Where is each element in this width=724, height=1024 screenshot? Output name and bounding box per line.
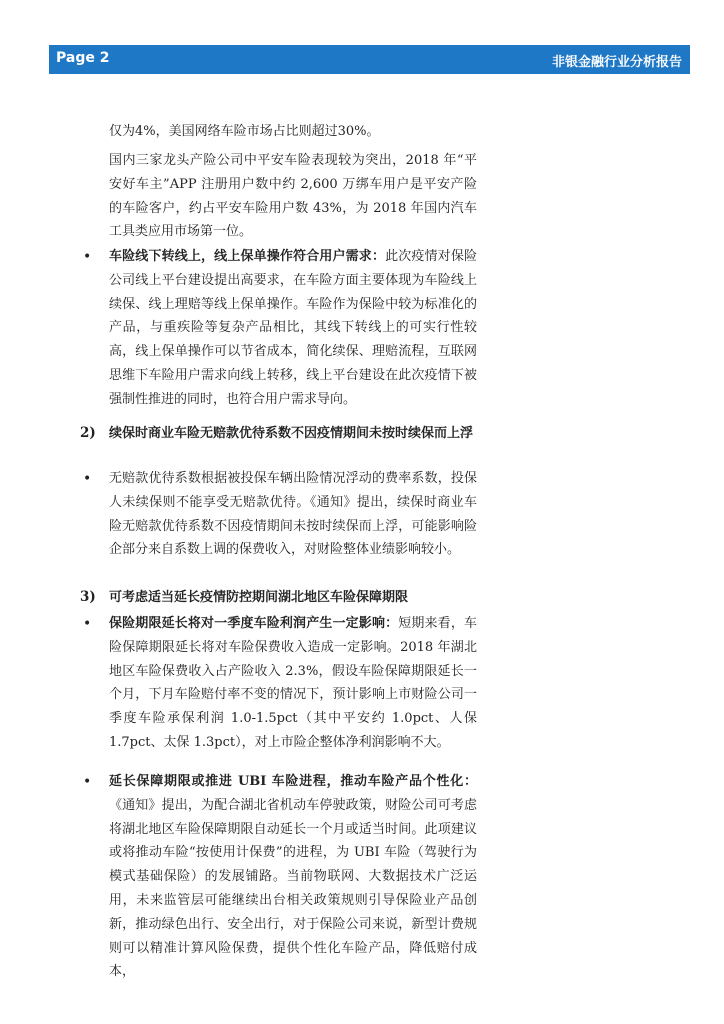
bullet-profit-impact <box>109 612 477 755</box>
bullet-text: 《通知》提出，为配合湖北省机动车停驶政策，财险公司可考虑将湖北地区车险保障期限自动延长一个月或适当时间。此项建议或将推动车险“按使用计保费”的进程，为 UBI 车险（驾驶行为模式基础保险）的发展铺路。当前物联网、大数据技术广泛运用，未来监管层可能继续出台相关政策规则引导保险业产品创新，推动绿色出行、安全出行，对于保险公司来说，新型计费规则可以精准计算风险保费，提供个性化车险产品，降低赔付成本， <box>109 797 477 980</box>
page-header <box>49 45 690 74</box>
bullet-lead: 车险线下转线上，线上保单操作符合用户需求： <box>109 249 386 264</box>
section-number: 2) <box>80 425 96 441</box>
bullet-online-conversion <box>109 245 477 412</box>
bullet-lead: 保险期限延长将对一季度车险利润产生一定影响： <box>109 616 399 631</box>
bullet-lead: 延长保障期限或推进 UBI 车险进程，推动车险产品个性化： <box>109 774 477 789</box>
section-number: 3) <box>80 589 96 605</box>
bullet-ubi <box>109 770 477 984</box>
bullet-text: 短期来看，车险保障期限延长将对车险保费收入造成一定影响。2018 年湖北地区车险保费收入占产险收入 2.3%，假设车险保障期限延长一个月，下月车险赔付率不变的情况下，预计影响上市财险公司一季度车险承保利润 1.0-1.5pct（其中平安约 1.0pct、人保 1.7pct、太保 1.3pct），对上市险企整体净利润影响不大。 <box>109 616 477 750</box>
section-heading-hubei: 可考虑适当延长疫情防控期间湖北地区车险保障期限 <box>109 590 409 605</box>
bullet-marker: • <box>83 249 92 265</box>
bullet-marker: • <box>83 616 92 632</box>
bullet-marker: • <box>83 471 92 487</box>
paragraph-intro-tail: 仅为4%，美国网络车险市场占比则超过30%。 <box>109 124 380 139</box>
page-number: Page 2 <box>56 50 110 66</box>
paragraph-pingan: 国内三家龙头产险公司中平安车险表现较为突出，2018 年“平安好车主”APP 注册用户数中约 2,600 万绑车用户是平安产险的车险客户，约占平安车险用户数 43%，为 2018 年国内汽车工具类应用市场第一位。 <box>109 153 477 240</box>
bullet-marker: • <box>83 774 92 790</box>
report-title: 非银金融行业分析报告 <box>551 55 682 70</box>
bullet-ncd: 无赔款优待系数根据被投保车辆出险情况浮动的费率系数，投保人未续保则不能享受无赔款优待。《通知》提出，续保时商业车险无赔款优待系数不因疫情期间未按时续保而上浮，可能影响险企部分来自系数上调的保费收入，对财险整体业绩影响较小。 <box>109 471 477 558</box>
bullet-text: 此次疫情对保险公司线上平台建设提出高要求，在车险方面主要体现为车险线上续保、线上理赔等线上保单操作。车险作为保险中较为标准化的产品，与重疾险等复杂产品相比，其线下转线上的可实行性较高，线上保单操作可以节省成本，简化续保、理赔流程，互联网思维下车险用户需求向线上转移，线上平台建设在此次疫情下被强制性推进的同时，也符合用户需求导向。 <box>109 249 477 407</box>
section-heading-ncd: 续保时商业车险无赔款优待系数不因疫情期间未按时续保而上浮 <box>109 426 474 441</box>
